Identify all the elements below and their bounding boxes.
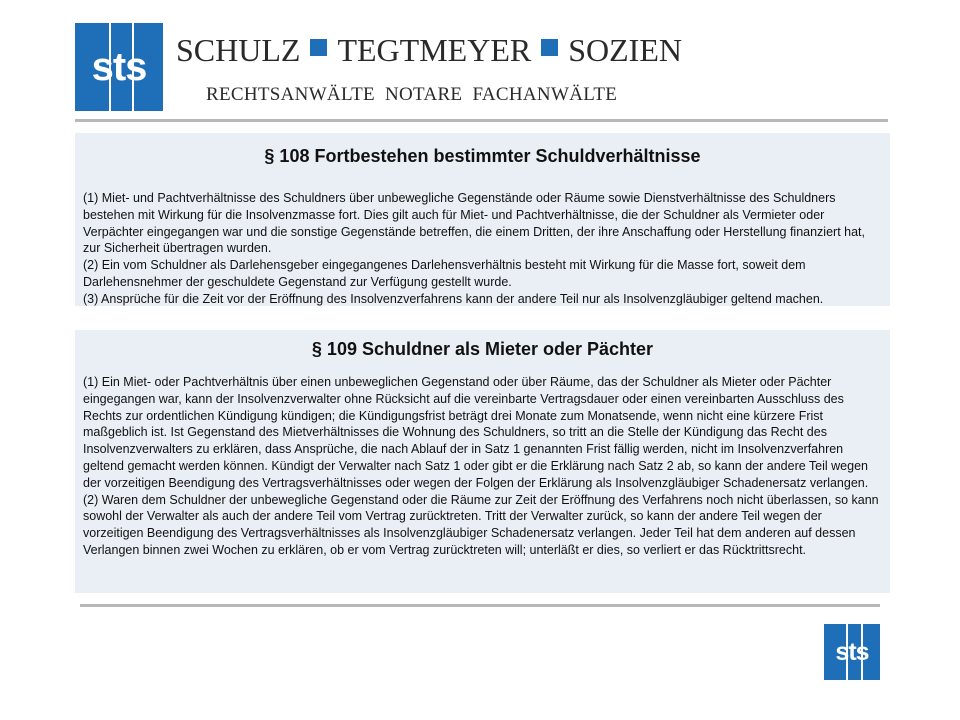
- paragraph: (1) Ein Miet- oder Pachtverhältnis über einen unbeweglichen Gegenstand oder über Räume, das der Schuldner als Mieter oder Pächter eingegangen war, kann der Insolvenzverwalter ohne Rücksicht auf die vereinbarte Vertragsdauer oder einen vereinbarten Ausschluss des Rechts zur ordentlichen Kündigung kündigen; die Kündigungsfrist beträgt drei Monate zum Monatsende, wenn nicht eine kürzere Frist maßgeblich ist. Ist Gegenstand des Mietverhältnisses die Wohnung des Schuldners, so tritt an die Stelle der Kündigung das Recht des Insolvenzverwalters zu erklären, dass Ansprüche, die nach Ablauf der in Satz 1 genannten Frist fällig werden, nicht im Insolvenzverfahren geltend gemacht werden können. Kündigt der Verwalter nach Satz 1 oder gibt er die Erklärung nach Satz 2 ab, so kann der andere Teil wegen der vorzeitigen Beendigung des Vertragsverhältnisses oder wegen der Folgen der Erklärung als Insolvenzgläubiger Schadenersatz verlangen.: [83, 375, 869, 490]
- logo-text: sts: [91, 45, 147, 89]
- paragraph: (1) Miet- und Pachtverhältnisse des Schuldners über unbewegliche Gegenstände oder Räume sowie Dienstverhältnisse des Schuldners bestehen mit Wirkung für die Insolvenzmasse fort. Dies gilt auch für Miet- und Pachtverhältnisse, die der Schuldner als Vermieter oder Verpächter eingegangen war und die sonstige Gegenstände betreffen, die einem Dritten, der ihre Anschaffung oder Herstellung finanziert hat, zur Sicherheit übertragen wurden.: [83, 191, 865, 256]
- firm-name-part: SCHULZ: [176, 32, 301, 68]
- firm-subtitle: RECHTSANWÄLTE NOTARE FACHANWÄLTE: [206, 84, 618, 105]
- divider-line: [75, 119, 888, 122]
- logo-text: sts: [835, 638, 869, 666]
- firm-name-part: SOZIEN: [568, 32, 682, 68]
- section-body: [83, 183, 882, 308]
- firm-name: [176, 32, 682, 69]
- footer-logo: [824, 624, 880, 680]
- divider-line: [80, 604, 880, 607]
- paragraph: (2) Ein vom Schuldner als Darlehensgeber eingegangenes Darlehensverhältnis besteht mit Wirkung für die Masse fort, soweit dem Darlehensnehmer der geschuldete Gegenstand zur Verfügung gestellt wurde.: [83, 258, 806, 289]
- section-body: [83, 370, 882, 559]
- section-title: § 109 Schuldner als Mieter oder Pächter: [311, 339, 654, 359]
- firm-logo: [75, 23, 163, 111]
- square-bullet-icon: [541, 39, 558, 56]
- square-bullet-icon: [310, 39, 327, 56]
- paragraph: (2) Waren dem Schuldner der unbewegliche Gegenstand oder die Räume zur Zeit der Eröffnung des Verfahrens noch nicht überlassen, so kann sowohl der Verwalter als auch der andere Teil vom Vertrag zurücktreten. Tritt der Verwalter zurück, so kann der andere Teil wegen der vorzeitigen Beendigung des Vertragsverhältnisses als Insolvenzgläubiger Schadenersatz verlangen. Jeder Teil hat dem anderen auf dessen Verlangen binnen zwei Wochen zu erklären, ob er vom Vertrag zurücktreten will; unterläßt er dies, so verliert er das Rücktrittsrecht.: [83, 492, 879, 557]
- section-title: § 108 Fortbestehen bestimmter Schuldverhältnisse: [264, 146, 701, 166]
- section-109: [75, 330, 890, 593]
- section-108: [75, 133, 890, 306]
- paragraph: (3) Ansprüche für die Zeit vor der Eröffnung des Insolvenzverfahrens kann der andere Teil nur als Insolvenzgläubiger geltend machen.: [83, 291, 824, 306]
- firm-name-part: TEGTMEYER: [337, 32, 532, 68]
